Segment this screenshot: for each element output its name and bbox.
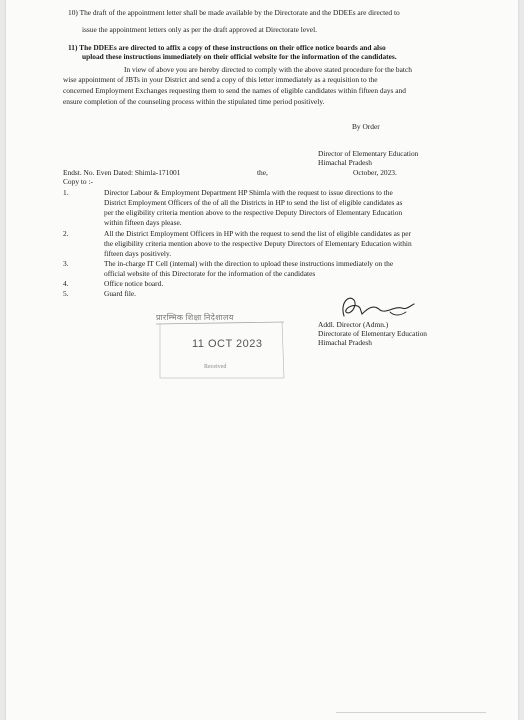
view-paragraph-line-2: wise appointment of JBTs in your District and send a copy of this letter immediately as a requisition to the xyxy=(63,75,378,84)
endorsement-month: October, 2023. xyxy=(353,168,397,177)
copy-item-2-line-1: All the District Employment Officers in HP with the request to send the list of eligible candidates as per xyxy=(104,229,412,238)
director-signature-block xyxy=(318,149,418,167)
copy-item-2 xyxy=(104,229,482,259)
copy-item-3-line-2: official website of this Directorate for the information of the candidates xyxy=(104,269,316,278)
endorsement-reference: Endst. No. Even Dated: Shimla-171001 xyxy=(63,168,181,177)
copy-item-4-number: 4. xyxy=(63,279,69,288)
handwritten-signature xyxy=(334,290,424,324)
copy-item-3-line-1: The in-charge IT Cell (internal) with the direction to upload these instructions immediately on the xyxy=(104,259,394,268)
copy-item-1-line-1: Director Labour & Employment Department HP Shimla with the request to issue directions to the xyxy=(104,188,393,197)
copy-item-1-line-4: within fifteen days please. xyxy=(104,218,182,227)
copy-item-5-number: 5. xyxy=(63,289,69,298)
view-paragraph-line-3: concerned Employment Exchanges requesting them to send the names of eligible candidates within fifteen days and xyxy=(63,86,406,95)
bottom-rule xyxy=(336,712,486,713)
copy-item-5: Guard file. xyxy=(104,289,137,298)
copy-item-1-line-2: District Employment Officers of the of all the Districts in HP to send the list of eligible candidates as xyxy=(104,198,403,207)
addl-director-title: Addl. Director (Admn.) xyxy=(318,320,389,329)
copy-item-3 xyxy=(104,259,482,279)
stamp-date: 11 OCT 2023 xyxy=(192,338,263,350)
point-10-line-1: 10) The draft of the appointment letter shall be made available by the Directorate and the DDEEs are directed to xyxy=(68,8,400,17)
stamp-footer: Received xyxy=(204,364,227,370)
director-state: Himachal Pradesh xyxy=(318,158,372,167)
copy-item-2-line-3: fifteen days positively. xyxy=(104,249,172,258)
copy-item-2-number: 2. xyxy=(63,229,69,238)
addl-director-signature-block xyxy=(318,320,427,347)
copy-item-1-number: 1. xyxy=(63,188,69,197)
addl-director-state: Himachal Pradesh xyxy=(318,338,372,347)
copy-to-label: Copy to :- xyxy=(63,177,93,186)
copy-item-3-number: 3. xyxy=(63,259,69,268)
view-paragraph-line-4: ensure completion of the counseling process within the stipulated time period positively. xyxy=(63,97,325,106)
endorsement-the: the, xyxy=(257,168,268,177)
copy-item-1 xyxy=(104,188,482,228)
point-11-line-2: upload these instructions immediately on their official website for the information of the candidates. xyxy=(82,52,397,61)
received-stamp xyxy=(154,312,286,380)
addl-director-office: Directorate of Elementary Education xyxy=(318,329,427,338)
document-page xyxy=(6,0,518,720)
copy-item-2-line-2: the eligibility criteria mention above to the respective Deputy Directors of Elementary Education within xyxy=(104,239,412,248)
by-order-text: By Order xyxy=(352,122,380,131)
point-10-line-2: issue the appointment letters only as per the draft approved at Directorate level. xyxy=(82,25,317,34)
point-11-line-1: 11) The DDEEs are directed to affix a copy of these instructions on their office notice boards and also xyxy=(68,43,386,52)
copy-item-1-line-3: per the eligibility criteria mention above to the respective Deputy Directors of Elementary Education xyxy=(104,208,403,217)
view-paragraph-line-1: In view of above you are hereby directed to comply with the above stated procedure for the batch xyxy=(124,65,412,74)
copy-item-4: Office notice board. xyxy=(104,279,164,288)
director-title: Director of Elementary Education xyxy=(318,149,419,158)
stamp-header: प्रारम्भिक शिक्षा निदेशालय xyxy=(156,313,234,322)
